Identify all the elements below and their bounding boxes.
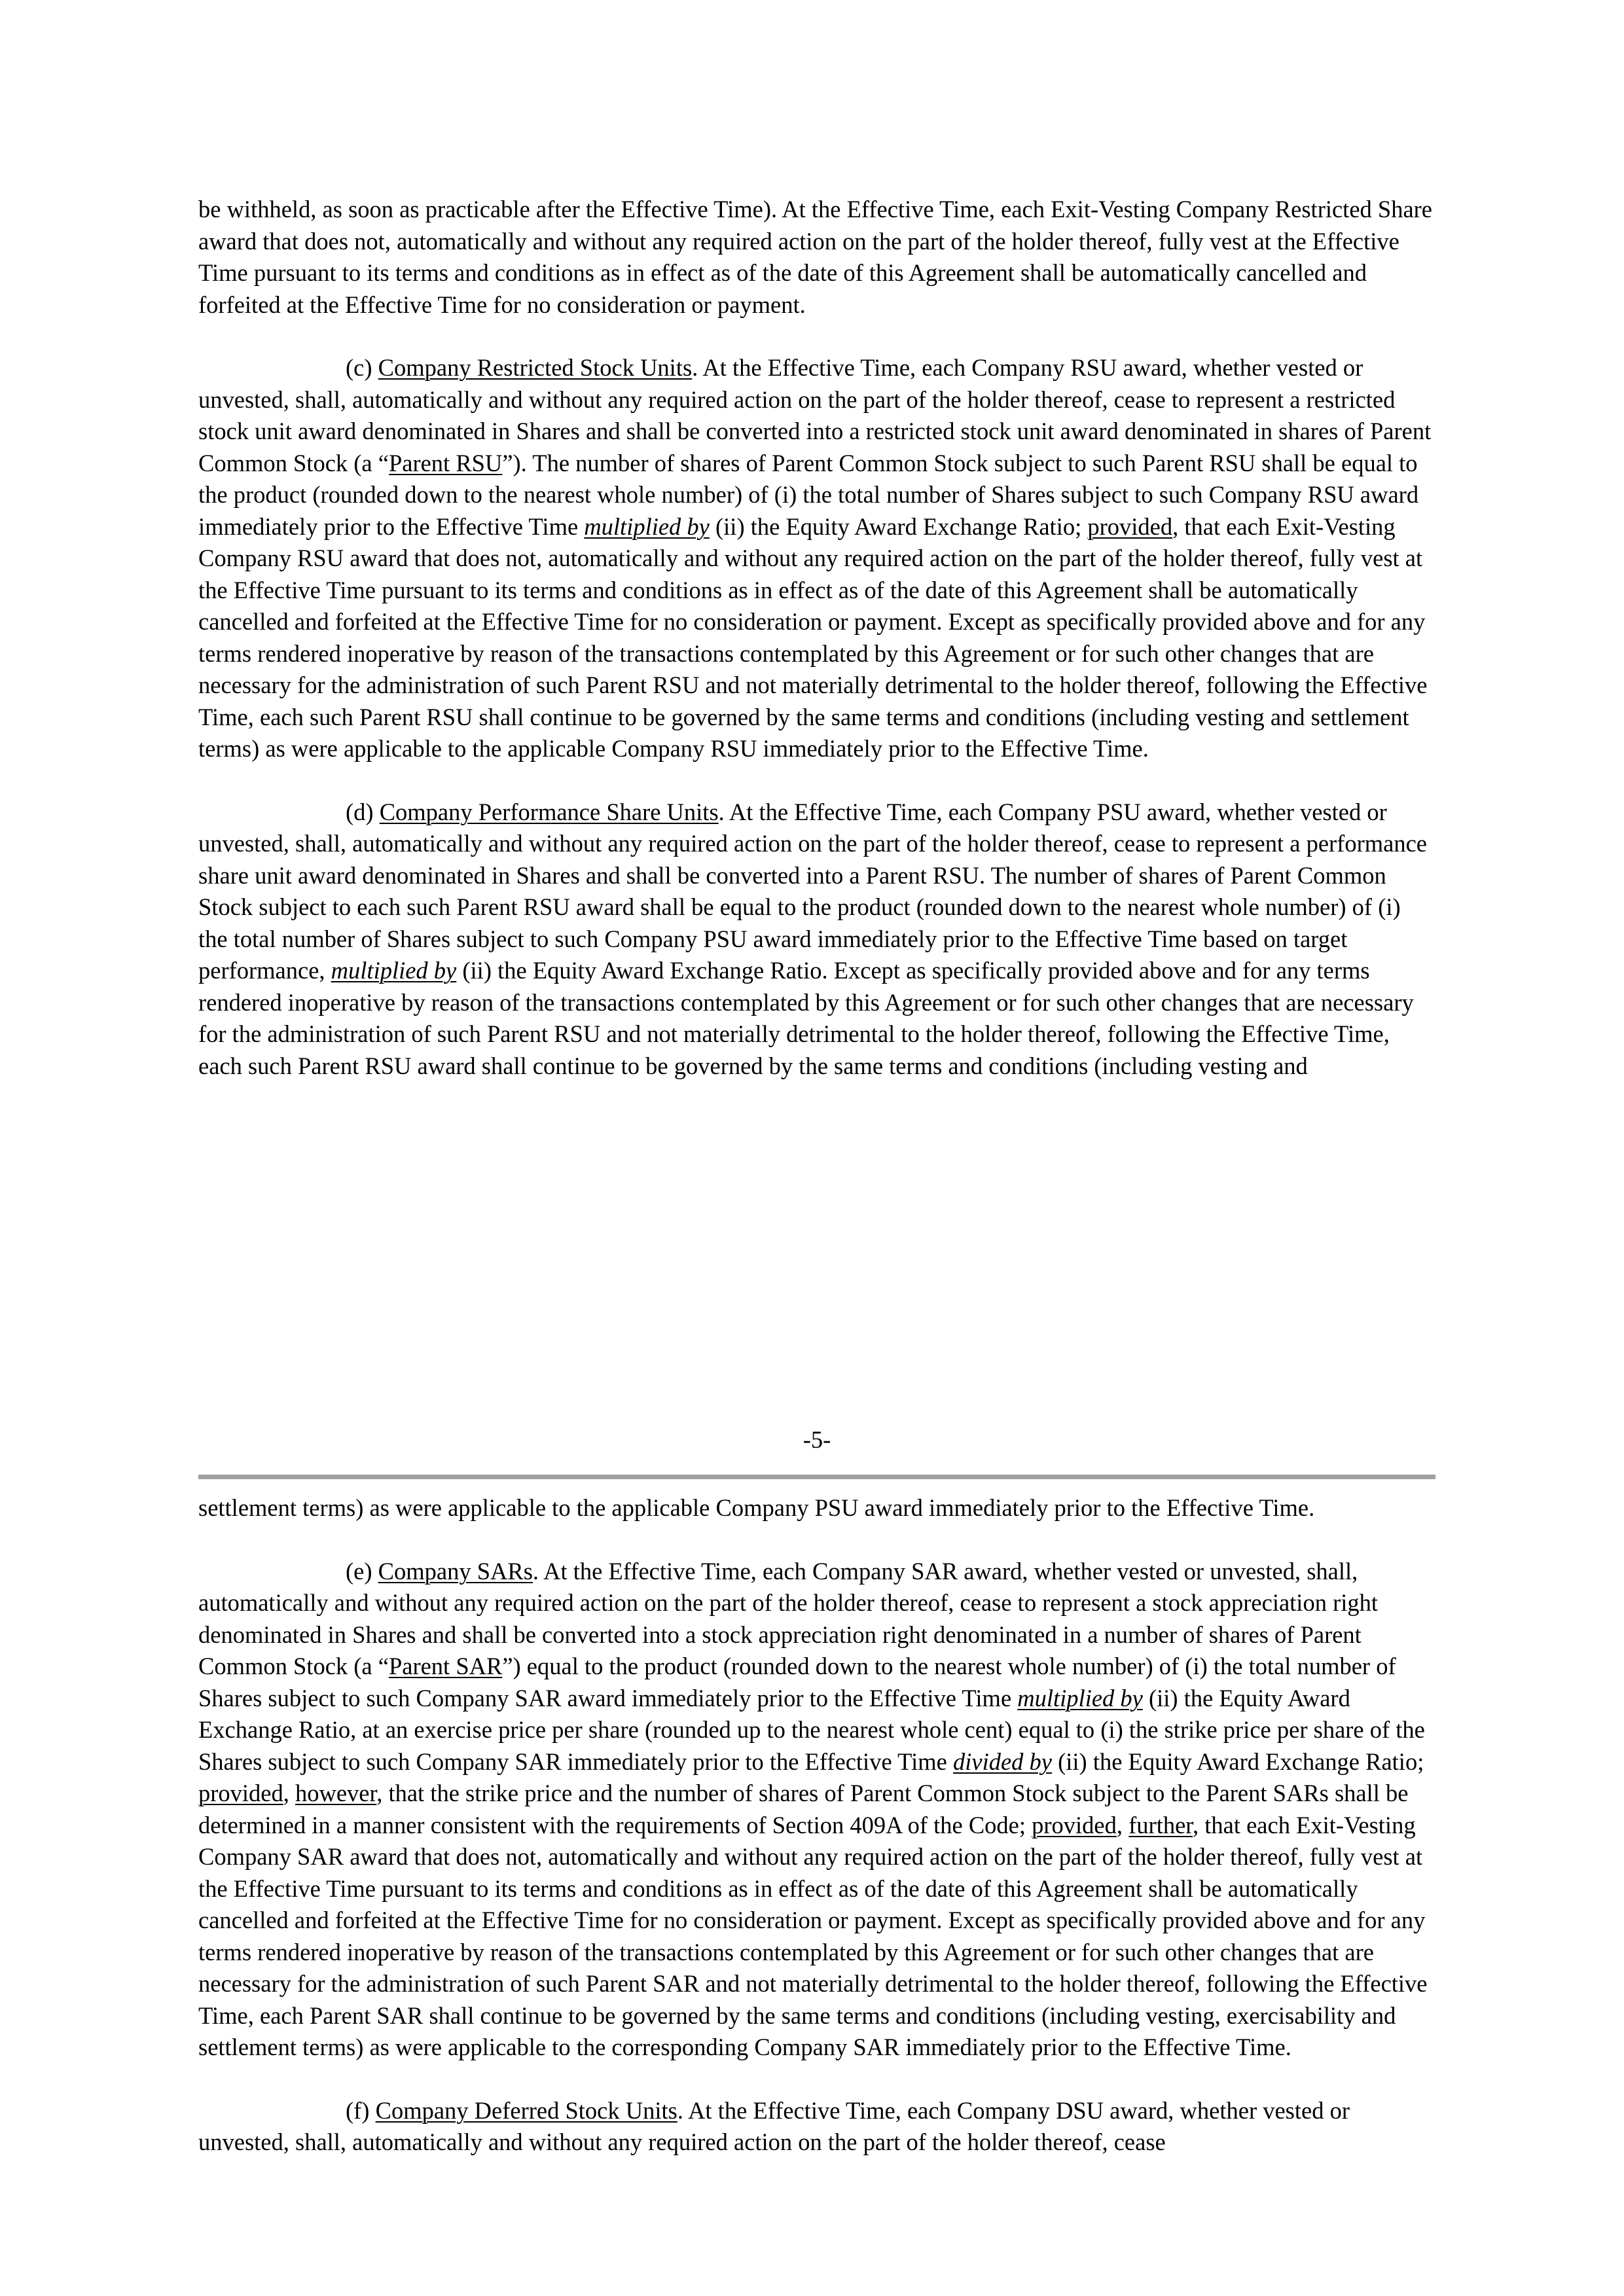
emphasis-term: multiplied by: [1017, 1684, 1143, 1712]
proviso-term: further: [1128, 1811, 1193, 1839]
text: ,: [283, 1780, 295, 1806]
text: , that the strike price and the number of shares of Parent Common Stock subject to the Parent SARs shall be determined in a manner consistent with the requirements of Section 409A of the Code;: [198, 1780, 1409, 1839]
text: (ii) the Equity Award Exchange Ratio;: [709, 512, 1088, 540]
section-lead: (d): [346, 798, 380, 825]
text: . At the Effective Time, each Company DSU award, whether vested or unvested, shall, automatically and without any required action on the part of the holder thereof, cease: [198, 2096, 1350, 2155]
text: ,: [1116, 1811, 1129, 1839]
text: . At the Effective Time, each Company RSU award, whether vested or unvested, shall, automatically and without any required action on the part of the holder thereof, cease to represent a restricted stock unit award denominated in Shares and shall be converted into a restricted stock unit award denominated in shares of Parent Common Stock (a “: [198, 354, 1432, 476]
proviso-term: however: [295, 1780, 377, 1806]
paragraph-f-deferred-stock-units: [198, 2095, 1435, 2159]
text: , that each Exit-Vesting Company SAR award that does not, automatically and without any required action on the part of the holder thereof, fully vest at the Effective Time pursuant to its terms and conditions as in effect as of the date of this Agreement shall be automatically cancelled and forfeited at the Effective Time for no consideration or payment. Except as specifically provided above and for any terms rendered inoperative by reason of the transactions contemplated by this Agreement or for such other changes that are necessary for the administration of such Parent SAR and not materially detrimental to the holder thereof, following the Effective Time, each Parent SAR shall continue to be governed by the same terms and conditions (including vesting, exercisability and settlement terms) as were applicable to the corresponding Company SAR immediately prior to the Effective Time.: [198, 1811, 1428, 2060]
proviso-term: provided: [198, 1780, 283, 1806]
section-lead: (e): [346, 1557, 378, 1585]
text: ”) equal to the product (rounded down to the nearest whole number) of (i) the total number of Shares subject to such Company SAR award immediately prior to the Effective Time: [198, 1653, 1396, 1712]
text: settlement terms) as were applicable to the applicable Company PSU award immediately prior to the Effective Time.: [198, 1494, 1315, 1521]
next-page-content: [198, 1492, 1435, 2190]
proviso-term: provided: [1087, 512, 1173, 540]
text: , that each Exit-Vesting Company RSU award that does not, automatically and without any required action on the part of the holder thereof, fully vest at the Effective Time pursuant to its terms and conditions as in effect as of the date of this Agreement shall be automatically cancelled and forfeited at the Effective Time for no consideration or payment. Except as specifically provided above and for any terms rendered inoperative by reason of the transactions contemplated by this Agreement or for such other changes that are necessary for the administration of such Parent RSU and not materially detrimental to the holder thereof, following the Effective Time, each such Parent RSU shall continue to be governed by the same terms and conditions (including vesting and settlement terms) as were applicable to the applicable Company RSU immediately prior to the Effective Time.: [198, 512, 1428, 762]
emphasis-term: multiplied by: [331, 957, 457, 984]
paragraph-c-restricted-stock-units: [198, 352, 1435, 765]
emphasis-term: divided by: [952, 1748, 1052, 1775]
text: (ii) the Equity Award Exchange Ratio. Except as specifically provided above and for any terms rendered inoperative by reason of the transactions contemplated by this Agreement or for such other changes that are necessary for the administration of such Parent RSU and not materially detrimental to the holder thereof, following the Effective Time, each such Parent RSU award shall continue to be governed by the same terms and conditions (including vesting and: [198, 957, 1414, 1079]
section-heading: Company Performance Share Units: [379, 798, 719, 825]
page-number: -5-: [803, 1426, 831, 1453]
paragraph-psu-continuation: [198, 1492, 1435, 1524]
paragraph-e-company-sars: [198, 1556, 1435, 2064]
document-page: [198, 194, 1435, 2155]
defined-term: Parent SAR: [388, 1653, 503, 1679]
paragraph-d-performance-share-units: [198, 797, 1435, 1083]
text: . At the Effective Time, each Company PSU award, whether vested or unvested, shall, automatically and without any required action on the part of the holder thereof, cease to represent a performance share unit award denominated in Shares and shall be converted into a Parent RSU. The number of shares of Parent Common Stock subject to each such Parent RSU award shall be equal to the product (rounded down to the nearest whole number) of (i) the total number of Shares subject to such Company PSU award immediately prior to the Effective Time based on target performance,: [198, 798, 1427, 984]
defined-term: Parent RSU: [388, 449, 503, 476]
text: ”). The number of shares of Parent Common Stock subject to such Parent RSU shall be equal to the product (rounded down to the nearest whole number) of (i) the total number of Shares subject to such Company RSU award immediately prior to the Effective Time: [198, 449, 1419, 540]
text: (ii) the Equity Award Exchange Ratio;: [1052, 1748, 1424, 1775]
section-lead: (f): [346, 2096, 376, 2124]
page-divider: [198, 1475, 1435, 1479]
proviso-term: provided: [1032, 1811, 1117, 1839]
section-lead: (c): [346, 354, 378, 381]
section-heading: Company SARs: [378, 1557, 533, 1585]
section-heading: Company Deferred Stock Units: [375, 2096, 677, 2124]
section-heading: Company Restricted Stock Units: [378, 354, 693, 381]
text: be withheld, as soon as practicable after the Effective Time). At the Effective Time, each Exit-Vesting Company Restricted Share award that does not, automatically and without any required action on the part of the holder thereof, fully vest at the Effective Time pursuant to its terms and conditions as in effect as of the date of this Agreement shall be automatically cancelled and forfeited at the Effective Time for no consideration or payment.: [198, 196, 1433, 318]
text: (ii) the Equity Award Exchange Ratio, at an exercise price per share (rounded up to the nearest whole cent) equal to (i) the strike price per share of the Shares subject to such Company SAR immediately prior to the Effective Time: [198, 1684, 1425, 1775]
emphasis-term: multiplied by: [584, 512, 710, 540]
paragraph-restricted-share-continuation: [198, 194, 1435, 321]
text: . At the Effective Time, each Company SAR award, whether vested or unvested, shall, automatically and without any required action on the part of the holder thereof, cease to represent a stock appreciation right denominated in Shares and shall be converted into a stock appreciation right denominated in a number of shares of Parent Common Stock (a “: [198, 1557, 1379, 1679]
